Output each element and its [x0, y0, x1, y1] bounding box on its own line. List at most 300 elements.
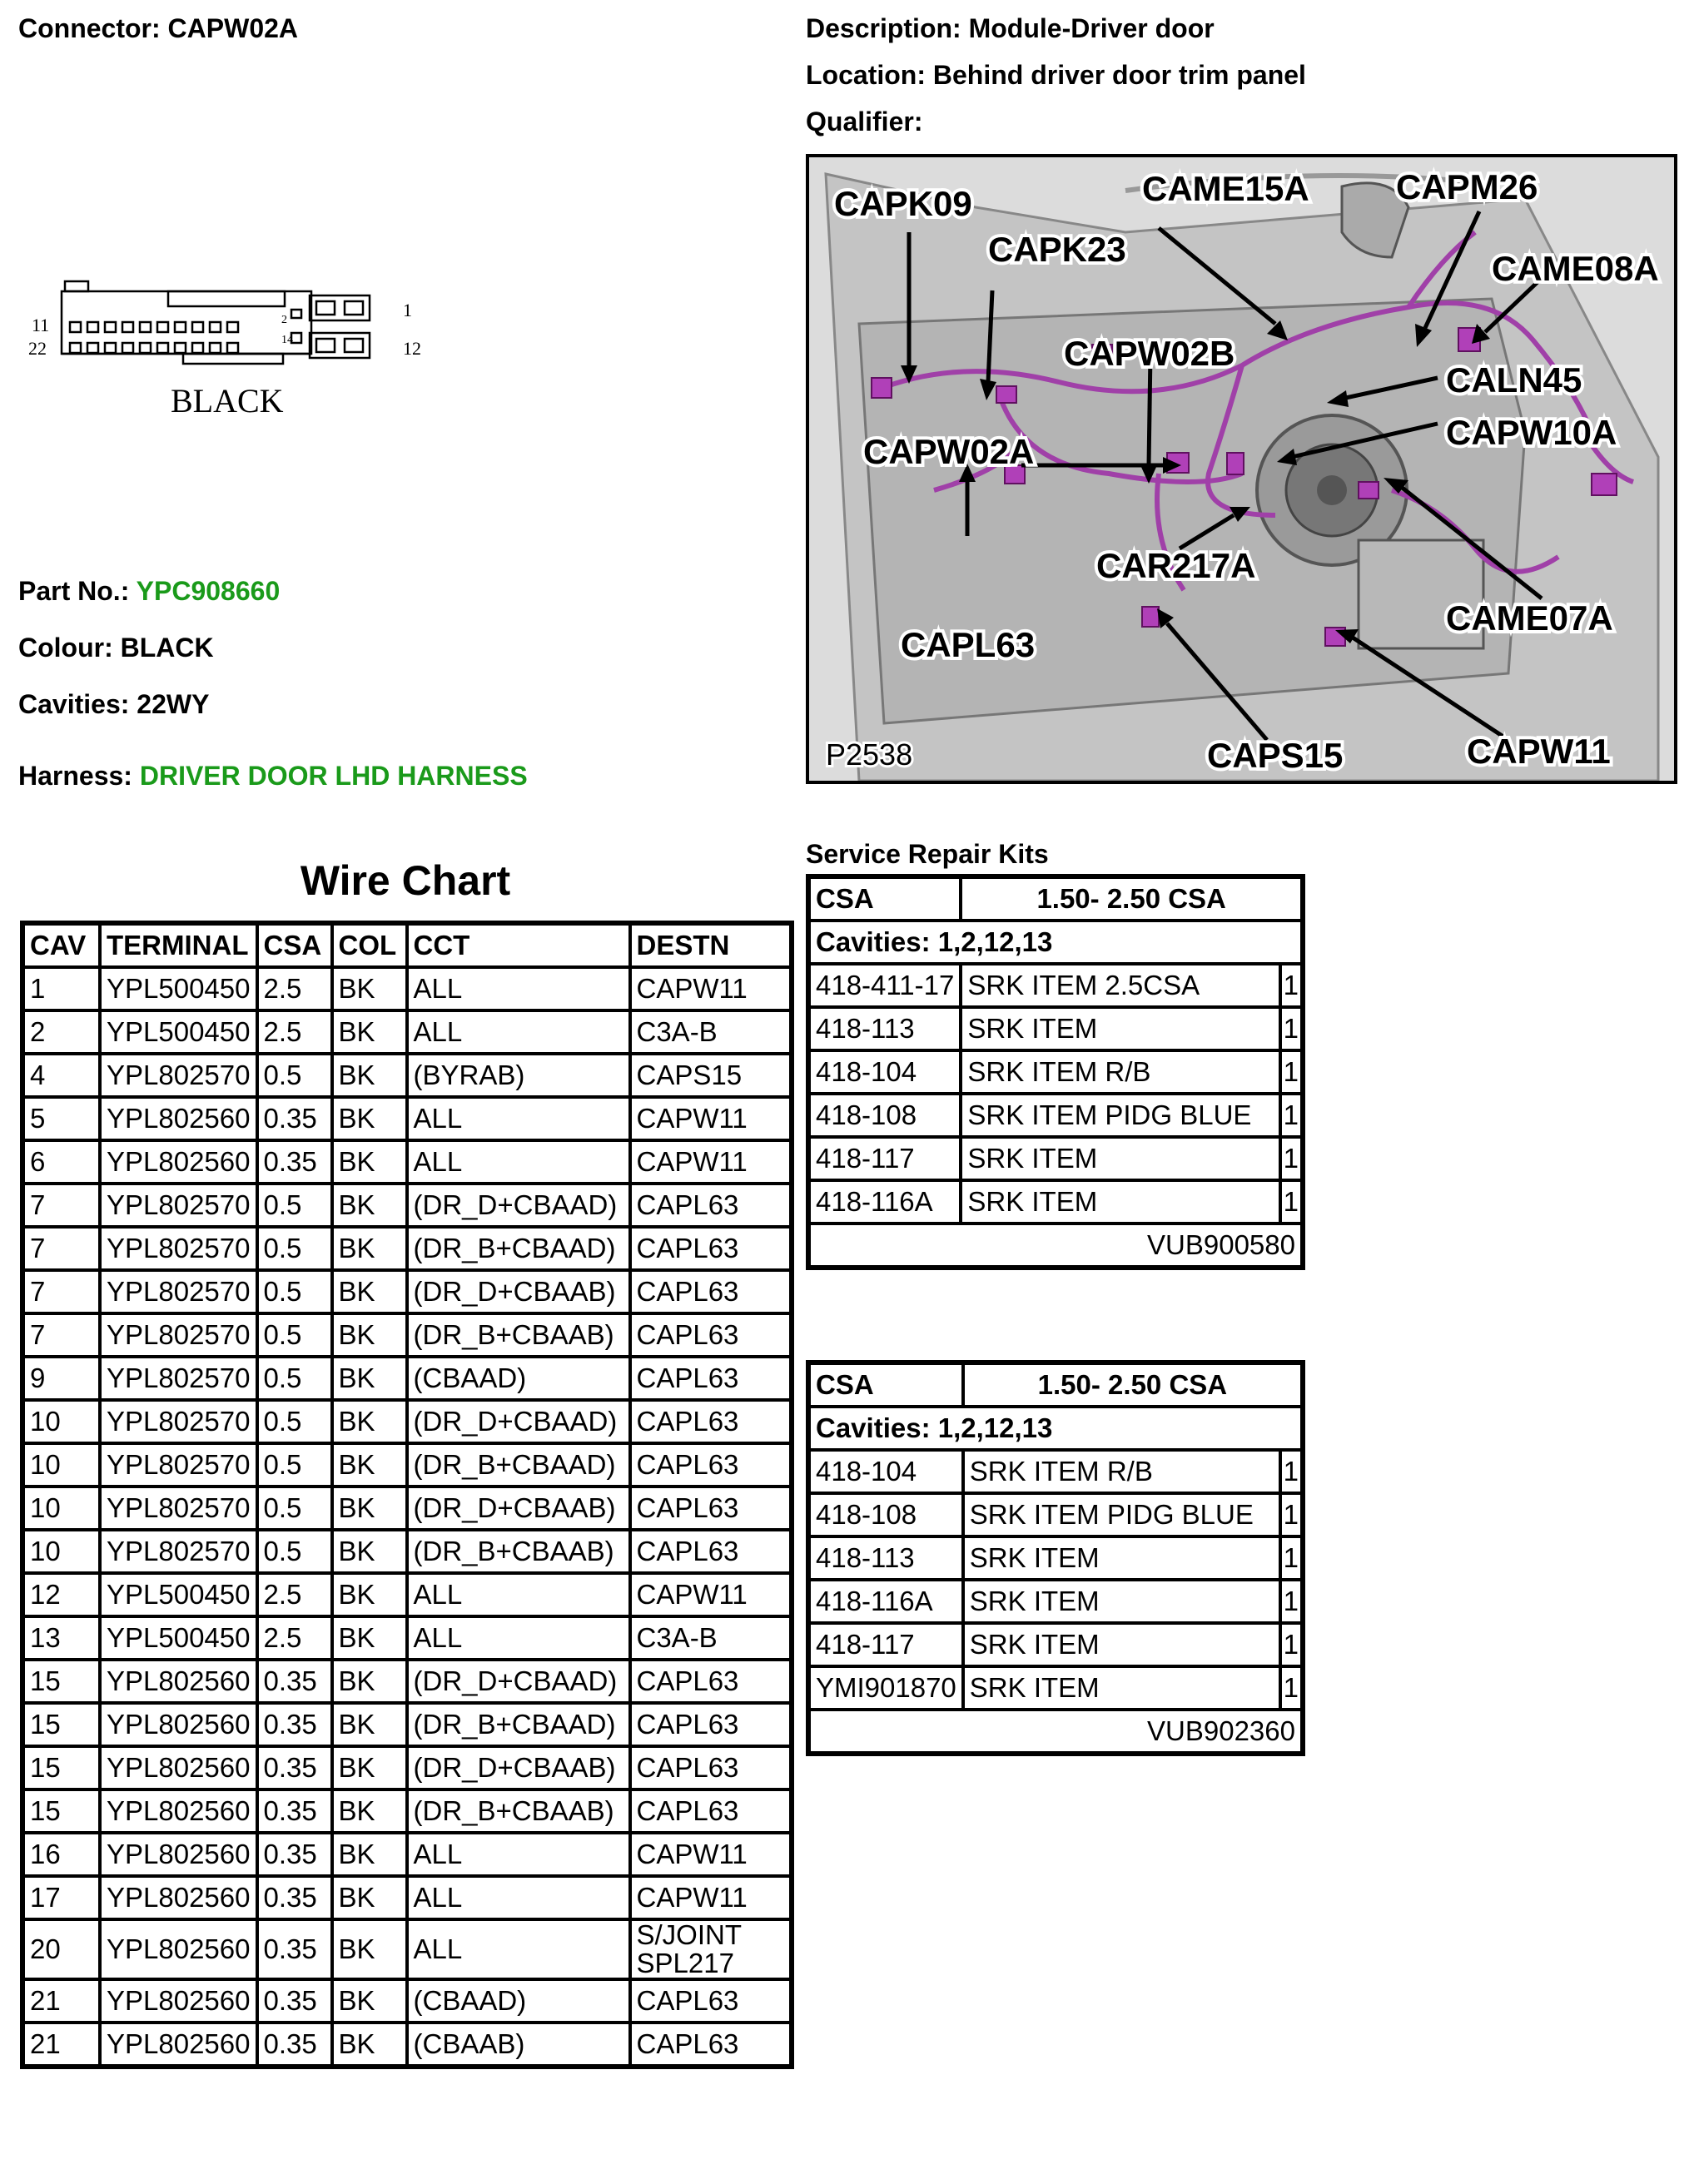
location-value: Behind driver door trim panel	[932, 60, 1306, 90]
cavity-row-upper	[70, 322, 238, 332]
table-cell: YPL802560	[100, 1097, 257, 1140]
table-cell: (DR_D+CBAAD)	[407, 1184, 630, 1227]
srk-item-row	[809, 1180, 1302, 1224]
table-row	[23, 1400, 791, 1443]
srk-item-quantity: 1	[1280, 1493, 1302, 1536]
table-cell: YPL802560	[100, 1979, 257, 2023]
table-row	[23, 1443, 791, 1487]
colour-label: Colour:	[18, 633, 113, 663]
srk-part-number: YMI901870	[809, 1666, 963, 1710]
table-cell: CAPL63	[630, 1184, 791, 1227]
wire-chart-title: Wire Chart	[300, 857, 511, 904]
table-cell: YPL802570	[100, 1184, 257, 1227]
srk-csa-label: CSA	[809, 1363, 963, 1407]
table-cell: (DR_D+CBAAD)	[407, 1400, 630, 1443]
srk-item-quantity: 1	[1280, 1007, 1302, 1050]
table-row	[23, 1270, 791, 1313]
table-cell: (DR_B+CBAAB)	[407, 1530, 630, 1573]
cavities-value: 22WY	[137, 689, 210, 719]
table-cell: 0.5	[257, 1227, 332, 1270]
srk-item-quantity: 1	[1280, 1137, 1302, 1180]
table-row	[23, 1184, 791, 1227]
service-repair-kit-table	[806, 874, 1305, 1270]
table-cell: YPL802560	[100, 1660, 257, 1703]
srk-item-quantity: 1	[1280, 1536, 1302, 1580]
connector-key	[168, 291, 285, 306]
srk-part-number: 418-108	[809, 1493, 963, 1536]
srk-item-quantity: 1	[1280, 1050, 1302, 1094]
table-cell: CAPL63	[630, 1357, 791, 1400]
column-header: COL	[332, 924, 407, 967]
srk-item-row	[809, 1493, 1302, 1536]
connector-latch-left	[65, 281, 88, 291]
table-cell: YPL802560	[100, 1703, 257, 1746]
srk-csa-label: CSA	[809, 877, 961, 921]
table-cell: YPL802560	[100, 1876, 257, 1919]
table-cell: CAPL63	[630, 1789, 791, 1833]
srk-item-description: SRK ITEM 2.5CSA	[961, 964, 1279, 1007]
table-cell: (CBAAB)	[407, 2023, 630, 2066]
table-cell: 7	[23, 1313, 100, 1357]
srk-item-quantity: 1	[1280, 1450, 1302, 1493]
table-cell: 0.5	[257, 1184, 332, 1227]
table-cell: BK	[332, 1979, 407, 2023]
table-cell: BK	[332, 1227, 407, 1270]
table-cell: ALL	[407, 1097, 630, 1140]
srk-item-description: SRK ITEM PIDG BLUE	[961, 1094, 1279, 1137]
photo-ref: P2538	[826, 737, 913, 772]
pin-label: 12	[403, 338, 421, 359]
srk-cavities-row	[809, 921, 1302, 964]
column-header: CSA	[257, 924, 332, 967]
table-cell: 0.35	[257, 1097, 332, 1140]
srk-item-row	[809, 964, 1302, 1007]
srk-cavities: Cavities: 1,2,12,13	[809, 921, 1302, 964]
srk-item-description: SRK ITEM R/B	[963, 1450, 1280, 1493]
table-cell: 0.5	[257, 1530, 332, 1573]
table-cell: 20	[23, 1919, 100, 1979]
table-cell: BK	[332, 1616, 407, 1660]
table-cell: BK	[332, 967, 407, 1010]
table-cell: 0.35	[257, 1789, 332, 1833]
table-cell: 21	[23, 2023, 100, 2066]
table-cell: 4	[23, 1054, 100, 1097]
table-cell: CAPL63	[630, 1443, 791, 1487]
table-cell: CAPL63	[630, 1979, 791, 2023]
table-cell: BK	[332, 1357, 407, 1400]
table-cell: BK	[332, 2023, 407, 2066]
srk-item-description: SRK ITEM	[963, 1666, 1280, 1710]
table-cell: ALL	[407, 1876, 630, 1919]
connector-heading	[18, 13, 298, 43]
cavities-label: Cavities:	[18, 689, 130, 719]
table-cell: 7	[23, 1227, 100, 1270]
door-illustration	[809, 157, 1674, 781]
table-cell: 17	[23, 1876, 100, 1919]
srk-item-row	[809, 1666, 1302, 1710]
srk-part-number: 418-113	[809, 1007, 961, 1050]
table-cell: 13	[23, 1616, 100, 1660]
location-photo	[806, 154, 1677, 784]
table-cell: YPL802560	[100, 1833, 257, 1876]
table-cell: 0.5	[257, 1313, 332, 1357]
table-cell: 15	[23, 1703, 100, 1746]
srk-item-row	[809, 1450, 1302, 1493]
qualifier-label: Qualifier:	[806, 107, 923, 136]
table-cell: BK	[332, 1703, 407, 1746]
table-cell: 2	[23, 1010, 100, 1054]
srk-part-number: 418-104	[809, 1050, 961, 1094]
table-cell: CAPL63	[630, 1487, 791, 1530]
table-cell: 2.5	[257, 1616, 332, 1660]
table-cell: 5	[23, 1097, 100, 1140]
table-cell: (DR_B+CBAAB)	[407, 1313, 630, 1357]
table-cell: YPL802570	[100, 1270, 257, 1313]
table-cell: YPL802570	[100, 1313, 257, 1357]
table-cell: 16	[23, 1833, 100, 1876]
table-cell: 12	[23, 1573, 100, 1616]
srk-item-quantity: 1	[1280, 1623, 1302, 1666]
table-row	[23, 1979, 791, 2023]
table-cell: YPL802570	[100, 1443, 257, 1487]
table-row	[23, 1789, 791, 1833]
table-cell: ALL	[407, 1140, 630, 1184]
table-cell: (CBAAD)	[407, 1357, 630, 1400]
table-row	[23, 1227, 791, 1270]
table-cell: BK	[332, 1746, 407, 1789]
location-label: Location:	[806, 60, 926, 90]
srk-part-number: 418-108	[809, 1094, 961, 1137]
table-cell: 2.5	[257, 1573, 332, 1616]
table-cell: BK	[332, 1400, 407, 1443]
cavities-line	[18, 689, 209, 719]
srk-part-number: 418-113	[809, 1536, 963, 1580]
table-header-row	[23, 924, 791, 967]
part-no-link[interactable]: YPC908660	[136, 576, 281, 606]
table-cell: BK	[332, 1313, 407, 1357]
table-cell: BK	[332, 1140, 407, 1184]
srk-item-quantity: 1	[1280, 1094, 1302, 1137]
table-cell: (DR_D+CBAAB)	[407, 1270, 630, 1313]
srk-item-row	[809, 1623, 1302, 1666]
table-cell: CAPW11	[630, 1876, 791, 1919]
connector-face-diagram	[17, 275, 450, 433]
table-cell: 10	[23, 1530, 100, 1573]
table-cell: 0.5	[257, 1054, 332, 1097]
connector-label: Connector:	[18, 13, 161, 43]
table-cell: (DR_B+CBAAD)	[407, 1443, 630, 1487]
description-line	[806, 13, 1215, 43]
srk-csa-value: 1.50- 2.50 CSA	[961, 877, 1302, 921]
table-cell: 10	[23, 1487, 100, 1530]
srk-item-row	[809, 1094, 1302, 1137]
table-cell: YPL802570	[100, 1357, 257, 1400]
table-row	[23, 1616, 791, 1660]
table-cell: YPL802570	[100, 1227, 257, 1270]
table-cell: BK	[332, 1054, 407, 1097]
table-cell: (DR_D+CBAAB)	[407, 1487, 630, 1530]
table-cell: (DR_D+CBAAD)	[407, 1660, 630, 1703]
table-cell: 15	[23, 1660, 100, 1703]
table-cell: BK	[332, 1876, 407, 1919]
pin-label: 11	[32, 315, 50, 335]
table-cell: BK	[332, 1530, 407, 1573]
srk-part-number: 418-116A	[809, 1180, 961, 1224]
table-cell: CAPL63	[630, 1400, 791, 1443]
srk-item-quantity: 1	[1280, 1666, 1302, 1710]
column-header: CCT	[407, 924, 630, 967]
table-cell: YPL802570	[100, 1054, 257, 1097]
table-cell: ALL	[407, 967, 630, 1010]
table-cell: BK	[332, 1660, 407, 1703]
srk-item-description: SRK ITEM	[963, 1580, 1280, 1623]
callout-label: CALN45	[1446, 360, 1582, 400]
srk-item-description: SRK ITEM	[961, 1180, 1279, 1224]
table-cell: 0.35	[257, 1979, 332, 2023]
srk-item-quantity: 1	[1280, 964, 1302, 1007]
harness-label: Harness:	[18, 761, 132, 791]
table-cell: ALL	[407, 1833, 630, 1876]
table-cell: 0.5	[257, 1400, 332, 1443]
table-cell: CAPW11	[630, 1140, 791, 1184]
table-cell: CAPL63	[630, 1660, 791, 1703]
table-cell: CAPS15	[630, 1054, 791, 1097]
table-row	[23, 1746, 791, 1789]
description-label: Description:	[806, 13, 961, 43]
table-cell: 0.5	[257, 1270, 332, 1313]
callout-label: CAME08A	[1492, 249, 1659, 288]
table-cell: BK	[332, 1573, 407, 1616]
callout-label: CAPW02B	[1064, 334, 1235, 373]
table-cell: CAPL63	[630, 1313, 791, 1357]
srk-item-row	[809, 1137, 1302, 1180]
table-cell: ALL	[407, 1010, 630, 1054]
table-cell: YPL500450	[100, 1010, 257, 1054]
table-cell: ALL	[407, 1919, 630, 1979]
table-cell: 0.35	[257, 1660, 332, 1703]
table-cell: BK	[332, 1270, 407, 1313]
table-cell: 21	[23, 1979, 100, 2023]
table-cell: ALL	[407, 1616, 630, 1660]
srk-part-number: 418-117	[809, 1137, 961, 1180]
connector-colour-label: BLACK	[171, 382, 284, 419]
table-cell: BK	[332, 1010, 407, 1054]
table-cell: 0.5	[257, 1357, 332, 1400]
pin-label: 2	[281, 314, 287, 326]
table-row	[23, 1660, 791, 1703]
table-cell: C3A-B	[630, 1616, 791, 1660]
table-cell: YPL500450	[100, 1616, 257, 1660]
srk-item-quantity: 1	[1280, 1580, 1302, 1623]
service-repair-kit-table	[806, 1360, 1305, 1756]
table-cell: YPL802560	[100, 1919, 257, 1979]
table-row	[23, 1703, 791, 1746]
srk-item-description: SRK ITEM	[963, 1536, 1280, 1580]
table-cell: 15	[23, 1789, 100, 1833]
table-row	[23, 1530, 791, 1573]
srk-kit-row	[809, 1224, 1302, 1267]
table-cell: YPL802570	[100, 1487, 257, 1530]
srk-item-row	[809, 1536, 1302, 1580]
table-cell: BK	[332, 1919, 407, 1979]
table-cell: 0.35	[257, 1746, 332, 1789]
table-cell: YPL500450	[100, 967, 257, 1010]
srk-part-number: 418-117	[809, 1623, 963, 1666]
table-cell: YPL802570	[100, 1400, 257, 1443]
table-cell: 0.5	[257, 1487, 332, 1530]
srk-kit-number[interactable]: VUB902360	[809, 1710, 1302, 1753]
column-header: TERMINAL	[100, 924, 257, 967]
table-cell: BK	[332, 1097, 407, 1140]
pin-label: 1	[403, 300, 412, 320]
table-row	[23, 967, 791, 1010]
table-cell: BK	[332, 1443, 407, 1487]
srk-item-description: SRK ITEM	[963, 1623, 1280, 1666]
table-row	[23, 1487, 791, 1530]
table-cell: 9	[23, 1357, 100, 1400]
table-row	[23, 2023, 791, 2066]
connector-id: CAPW02A	[167, 13, 299, 43]
table-cell: CAPL63	[630, 1746, 791, 1789]
callout-label: CAPW11	[1467, 732, 1611, 771]
colour-line	[18, 633, 214, 663]
callout-label: CAPK09	[834, 184, 972, 223]
srk-kit-number[interactable]: VUB900580	[809, 1224, 1302, 1267]
table-cell: CAPW11	[630, 1573, 791, 1616]
table-cell: CAPL63	[630, 1530, 791, 1573]
table-cell: YPL802560	[100, 2023, 257, 2066]
table-row	[23, 1054, 791, 1097]
srk-part-number: 418-104	[809, 1450, 963, 1493]
table-cell: 0.5	[257, 1443, 332, 1487]
power-cavities	[291, 295, 370, 358]
pin-label: 14	[281, 334, 293, 346]
srk-item-row	[809, 1050, 1302, 1094]
srk-item-row	[809, 1580, 1302, 1623]
table-row	[23, 1919, 791, 1979]
callout-label: CAPS15	[1207, 736, 1344, 775]
callout-label: CAPM26	[1396, 167, 1538, 206]
srk-kit-row	[809, 1710, 1302, 1753]
table-cell: (DR_D+CBAAB)	[407, 1746, 630, 1789]
table-cell: YPL802570	[100, 1530, 257, 1573]
harness-line	[18, 761, 528, 791]
srk-item-row	[809, 1007, 1302, 1050]
table-row	[23, 1097, 791, 1140]
callout-label: CAPW02A	[863, 432, 1035, 471]
srk-item-quantity: 1	[1280, 1180, 1302, 1224]
table-cell: 10	[23, 1400, 100, 1443]
table-cell: 0.35	[257, 1833, 332, 1876]
harness-link[interactable]: DRIVER DOOR LHD HARNESS	[139, 761, 528, 791]
table-cell: 0.35	[257, 1703, 332, 1746]
table-cell: 7	[23, 1270, 100, 1313]
table-row	[23, 1833, 791, 1876]
table-cell: YPL500450	[100, 1573, 257, 1616]
table-cell: (DR_B+CBAAB)	[407, 1789, 630, 1833]
table-cell: 2.5	[257, 1010, 332, 1054]
table-row	[23, 1573, 791, 1616]
table-cell: CAPL63	[630, 2023, 791, 2066]
cavity-row-lower	[70, 343, 238, 353]
callout-label: CAME15A	[1142, 169, 1309, 208]
table-cell: BK	[332, 1487, 407, 1530]
srk-item-description: SRK ITEM PIDG BLUE	[963, 1493, 1280, 1536]
location-line	[806, 60, 1306, 90]
pin-label: 22	[28, 338, 47, 359]
table-cell: 2.5	[257, 967, 332, 1010]
table-cell: 0.35	[257, 1876, 332, 1919]
table-cell: CAPL63	[630, 1703, 791, 1746]
srk-item-description: SRK ITEM R/B	[961, 1050, 1279, 1094]
srk-cavities: Cavities: 1,2,12,13	[809, 1407, 1302, 1450]
table-cell: CAPW11	[630, 967, 791, 1010]
colour-value: BLACK	[120, 633, 214, 663]
column-header: DESTN	[630, 924, 791, 967]
table-row	[23, 1313, 791, 1357]
table-cell: 1	[23, 967, 100, 1010]
srk-header-row	[809, 1363, 1302, 1407]
table-cell: (DR_B+CBAAD)	[407, 1703, 630, 1746]
part-no-label: Part No.:	[18, 576, 130, 606]
table-cell: 0.35	[257, 2023, 332, 2066]
callout-label: CAPL63	[901, 625, 1036, 664]
table-cell: 10	[23, 1443, 100, 1487]
wire-chart-table	[20, 921, 794, 2069]
callout-label: CAPK23	[988, 230, 1126, 269]
table-cell: (DR_B+CBAAD)	[407, 1227, 630, 1270]
callout-label: CAR217A	[1096, 546, 1256, 585]
table-cell: C3A-B	[630, 1010, 791, 1054]
table-cell: S/JOINT SPL217	[630, 1919, 791, 1979]
qualifier-line	[806, 107, 922, 136]
table-cell: (BYRAB)	[407, 1054, 630, 1097]
table-cell: BK	[332, 1789, 407, 1833]
table-cell: CAPW11	[630, 1833, 791, 1876]
table-row	[23, 1140, 791, 1184]
table-cell: BK	[332, 1184, 407, 1227]
table-cell: BK	[332, 1833, 407, 1876]
table-cell: 6	[23, 1140, 100, 1184]
table-cell: 7	[23, 1184, 100, 1227]
part-no-line	[18, 576, 280, 606]
callout-label: CAPW10A	[1446, 413, 1617, 452]
srk-item-description: SRK ITEM	[961, 1007, 1279, 1050]
table-cell: YPL802560	[100, 1789, 257, 1833]
callout-label: CAME07A	[1446, 598, 1613, 638]
table-cell: YPL802560	[100, 1140, 257, 1184]
table-cell: 0.35	[257, 1140, 332, 1184]
table-row	[23, 1010, 791, 1054]
table-cell: YPL802560	[100, 1746, 257, 1789]
column-header: CAV	[23, 924, 100, 967]
srk-item-description: SRK ITEM	[961, 1137, 1279, 1180]
table-cell: 0.35	[257, 1919, 332, 1979]
srk-part-number: 418-411-17	[809, 964, 961, 1007]
table-cell: (CBAAD)	[407, 1979, 630, 2023]
srk-header-row	[809, 877, 1302, 921]
table-cell: 15	[23, 1746, 100, 1789]
table-cell: ALL	[407, 1573, 630, 1616]
service-repair-kits-label: Service Repair Kits	[806, 839, 1049, 869]
description-value: Module-Driver door	[968, 13, 1215, 43]
table-row	[23, 1357, 791, 1400]
table-cell: CAPW11	[630, 1097, 791, 1140]
table-row	[23, 1876, 791, 1919]
srk-cavities-row	[809, 1407, 1302, 1450]
srk-csa-value: 1.50- 2.50 CSA	[963, 1363, 1302, 1407]
srk-part-number: 418-116A	[809, 1580, 963, 1623]
